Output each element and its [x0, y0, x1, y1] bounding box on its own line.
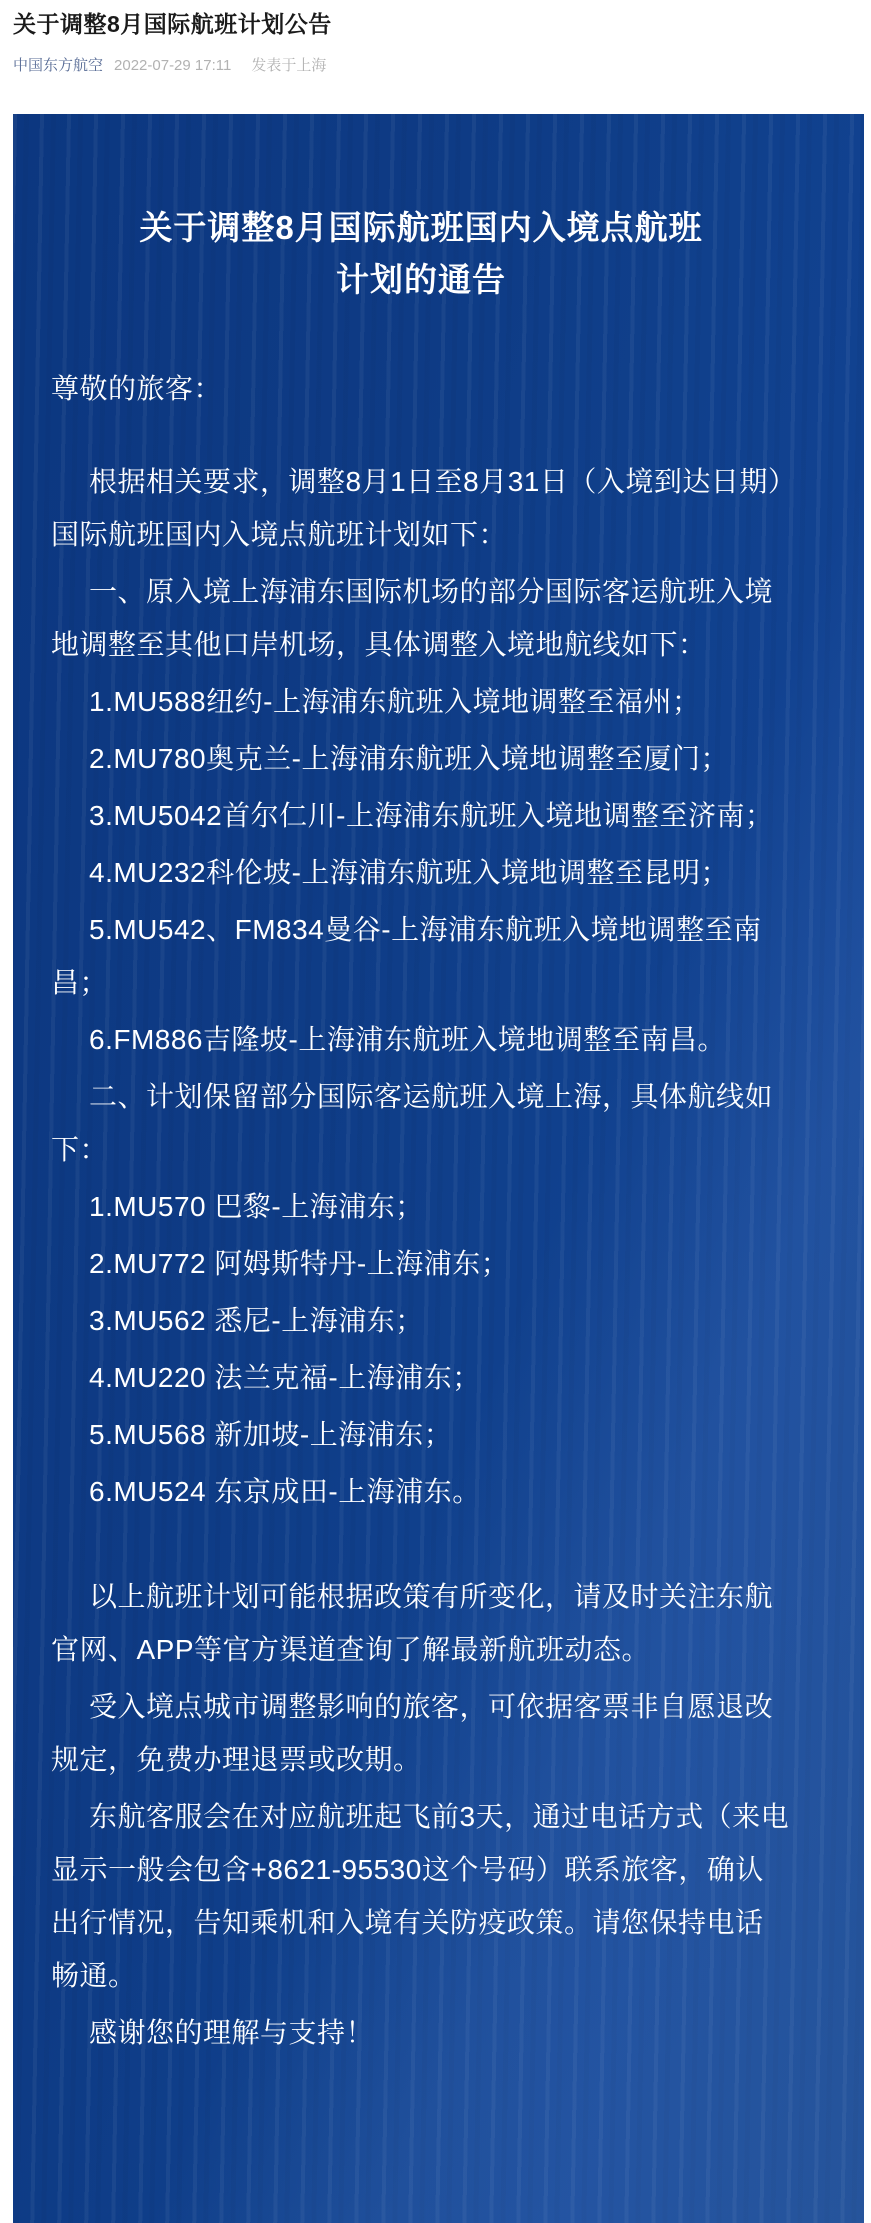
notice-paragraph: 1.MU570 巴黎-上海浦东；	[89, 1191, 424, 1222]
byline	[13, 57, 857, 75]
notice-paragraph: 根据相关要求，调整8月1日至8月31日（入境到达日期）国际航班国内入境点航班计划如下：	[51, 466, 783, 550]
notice-paragraph: 以上航班计划可能根据政策有所变化，请及时关注东航官网、APP等官方渠道查询了解最新航班动态。	[51, 1581, 774, 1665]
notice-image-panel[interactable]	[13, 114, 864, 2223]
notice-heading-line-2: 计划的通告	[336, 261, 506, 298]
notice-paragraph: 感谢您的理解与支持！	[89, 2017, 375, 2048]
notice-paragraph: 东航客服会在对应航班起飞前3天，通过电话方式（来电显示一般会包含+8621-95530这个号码）联系旅客，确认出行情况，告知乘机和入境有关防疫政策。请您保持电话畅通。	[51, 1801, 790, 1991]
notice-paragraph: 2.MU772 阿姆斯特丹-上海浦东；	[89, 1248, 510, 1279]
notice-body	[51, 362, 791, 2059]
article-title: 关于调整8月国际航班计划公告	[13, 11, 332, 37]
publish-location: 发表于上海	[251, 57, 327, 74]
notice-paragraph: 5.MU542、FM834曼谷-上海浦东航班入境地调整至南昌；	[51, 914, 762, 998]
notice-paragraph: 1.MU588纽约-上海浦东航班入境地调整至福州；	[89, 686, 701, 717]
notice-paragraph: 受入境点城市调整影响的旅客，可依据客票非自愿退改规定，免费办理退票或改期。	[51, 1691, 774, 1775]
notice-paragraph: 5.MU568 新加坡-上海浦东；	[89, 1419, 453, 1450]
notice-paragraph: 4.MU220 法兰克福-上海浦东；	[89, 1362, 481, 1393]
publish-time: 2022-07-29 17:11	[114, 57, 232, 74]
notice-heading	[51, 202, 791, 306]
notice-paragraph: 二、计划保留部分国际客运航班入境上海，具体航线如下：	[51, 1081, 774, 1165]
notice-paragraph: 6.MU524 东京成田-上海浦东。	[89, 1476, 481, 1507]
notice-heading-line-1: 关于调整8月国际航班国内入境点航班	[139, 209, 703, 246]
notice-paragraph: 尊敬的旅客：	[51, 373, 223, 404]
notice-paragraph: 4.MU232科伦坡-上海浦东航班入境地调整至昆明；	[89, 857, 729, 888]
notice-paragraph: 6.FM886吉隆坡-上海浦东航班入境地调整至南昌。	[89, 1024, 726, 1055]
notice-paragraph: 2.MU780奥克兰-上海浦东航班入境地调整至厦门；	[89, 743, 729, 774]
article-header	[0, 0, 871, 75]
notice-paragraph: 3.MU5042首尔仁川-上海浦东航班入境地调整至济南；	[89, 800, 774, 831]
notice-paragraph: 3.MU562 悉尼-上海浦东；	[89, 1305, 424, 1336]
account-link[interactable]: 中国东方航空	[13, 57, 104, 74]
notice-paragraph: 一、原入境上海浦东国际机场的部分国际客运航班入境地调整至其他口岸机场，具体调整入境地航线如下：	[51, 576, 774, 660]
